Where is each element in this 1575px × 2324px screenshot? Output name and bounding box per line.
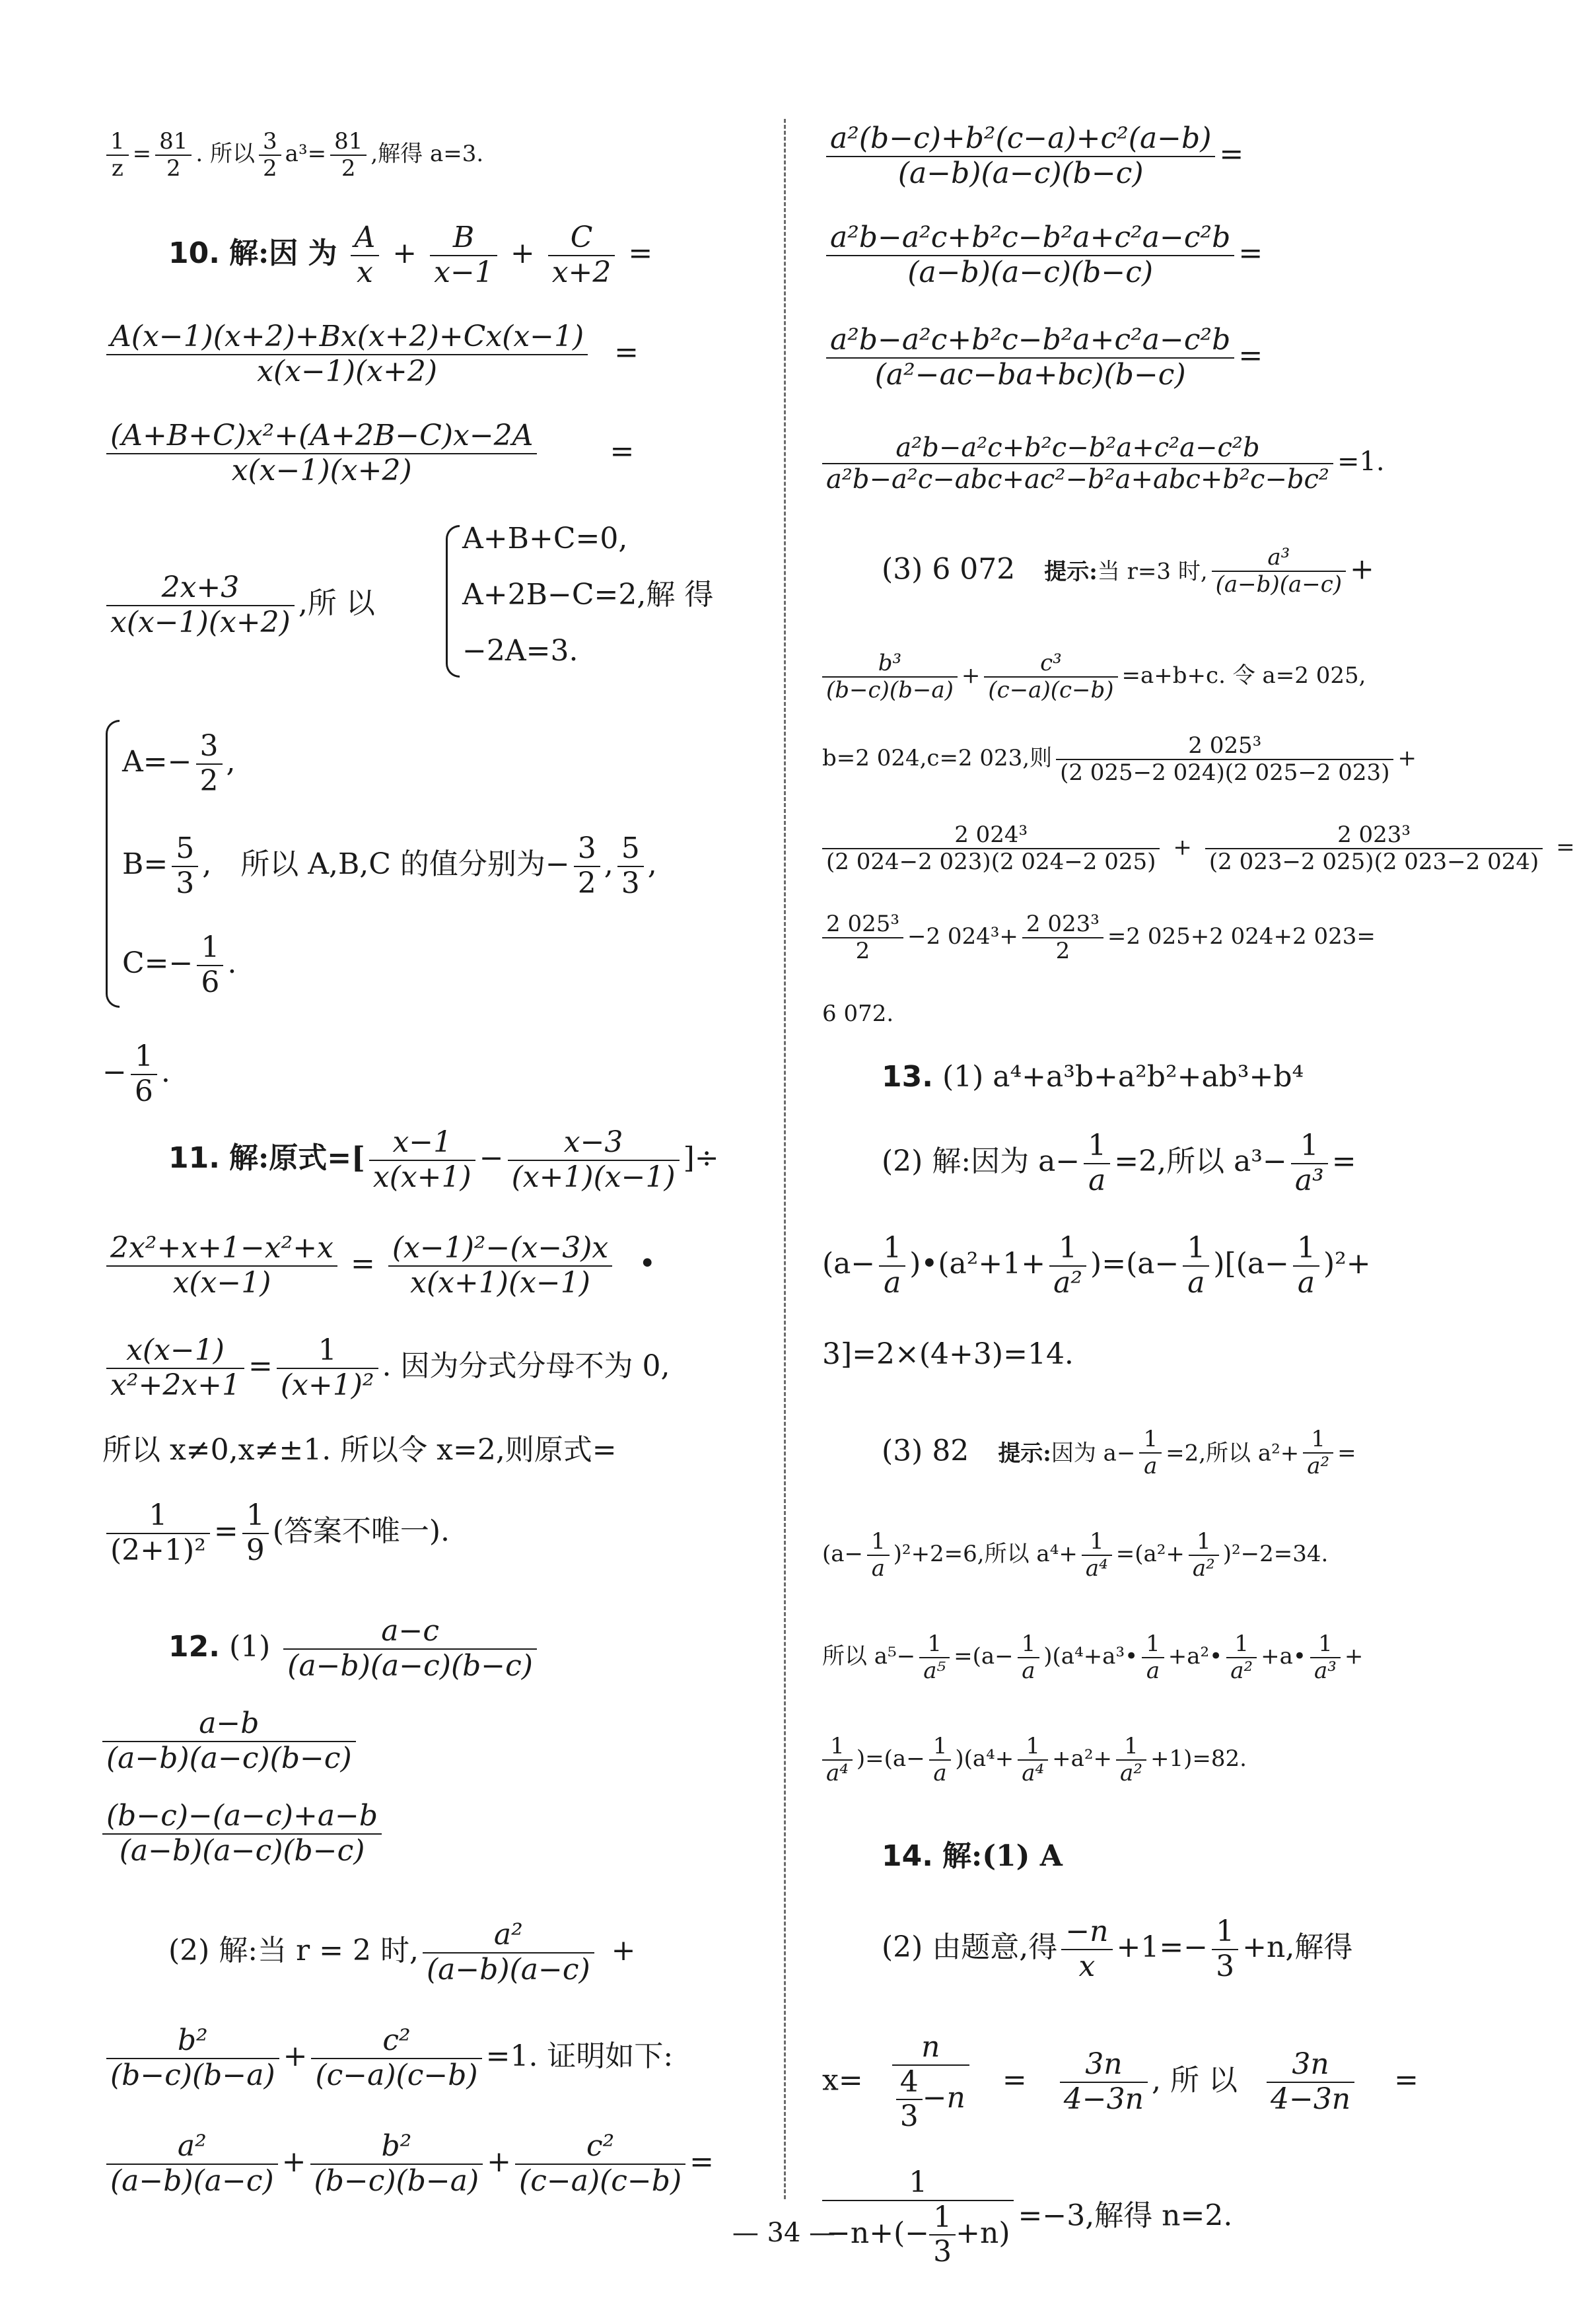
q12-answer-c: $\frac{(b-c)-(a-c)+a-b}{(a-b)(a-c)(b-c)}$ <box>102 1800 386 1868</box>
q10-line1: 10. 解:因 为 $\frac{A}{x}$ + $\frac{B}{x-1}$ + $\frac{C}{x+2}$ = <box>168 221 653 289</box>
q12-hint-line2: $\frac{\text{b³}}{(b-c)(b-a)}$ + $\frac{\text{c³}}{(c-a)(c-b)}$ =a+b+c. 令 a=2 025, <box>822 651 1366 703</box>
system-eq3: −2A=3. <box>462 634 578 668</box>
q14-line3: 1 −n+(− $\frac{1}{3}$ +n) =−3,解得 n=2. <box>822 2166 1232 2269</box>
q11-line1: 11. 解:原式=[ $\frac{x-1}{x(x+1)}$ − $\frac{x-3}{(x+1)(x-1)}$ ]÷ <box>168 1125 719 1194</box>
q11-line5: $\frac{1}{\text{(2+1)²}}$ = $\frac{1}{9}$ (答案不唯一). <box>102 1499 450 1567</box>
q12-part3: (3) 6 072 提示:当 r=3 时, $\frac{\text{a³}}{(a-b)(a-c)}$ + <box>882 544 1374 598</box>
q12-r-line1: $\frac{\text{a²(b−c)+b²(c−a)+c²(a−b)}}{(a-b)(a-c)(b-c)}$ = <box>822 122 1243 190</box>
q10-line4: $\frac{2x+3}{x(x-1)(x+2)}$ ,所 以 <box>102 571 375 639</box>
q13-part2-line3: 3]=2×(4+3)=14. <box>822 1337 1074 1371</box>
q12-answer-b: $\frac{a-b}{(a-b)(a-c)(b-c)}$ <box>102 1707 360 1775</box>
q14-line2: x= n $\frac{4}{3}$ −n = $\frac{3n}{4-3n}$ , 所 以 $\frac{3n}{4-3n}$ = <box>822 2030 1419 2134</box>
question-number: 11. <box>168 1141 220 1176</box>
q13-part3: (3) 82 提示:因为 a− $\frac{1}{a}$ =2,所以 a²+ $\frac{1}{\text{a²}}$ = <box>882 1426 1356 1480</box>
system-eq1: A+B+C=0, <box>462 522 628 555</box>
q12-part2-line3: $\frac{\text{a²}}{(a-b)(a-c)}$ + $\frac{\text{b²}}{(b-c)(b-a)}$ + $\frac{\text{c²}}{(c-a)(c-b)}$ = <box>102 2130 714 2198</box>
solution-B: B= $\frac{5}{3}$ , 所以 A,B,C 的值分别为− $\frac{3}{2}$ , $\frac{5}{3}$ , <box>122 831 657 900</box>
q12-hint-final: 6 072. <box>822 1001 894 1027</box>
q13-part1: 13. (1) a⁴+a³b+a²b²+ab³+b⁴ <box>882 1060 1304 1094</box>
solution-A: A=− $\frac{3}{2}$ , <box>122 729 236 798</box>
q13-part2-line2: (a− $\frac{1}{a}$ )•(a²+1+ $\frac{1}{\text{a²}}$ )=(a− $\frac{1}{a}$ )[(a− $\frac{1}{a}$ )²+ <box>822 1231 1371 1300</box>
system-eq2: A+2B−C=2,解 得 <box>462 578 714 612</box>
column-divider <box>784 119 786 2199</box>
q10-final: − $\frac{1}{6}$ . <box>102 1039 170 1108</box>
q12-r-line2: $\frac{\text{a²b−a²c+b²c−b²a+c²a−c²b}}{(a-b)(a-c)(b-c)}$ = <box>822 221 1263 289</box>
question-number: 13. <box>882 1060 933 1094</box>
q13-hint-line4: $\frac{1}{\text{a⁴}}$ )=(a− $\frac{1}{a}$ )(a⁴+ $\frac{1}{\text{a⁴}}$ +a²+ $\frac{1}{\text{a²}}$ +1)=82. <box>822 1734 1247 1786</box>
q12-r-line3: $\frac{\text{a²b−a²c+b²c−b²a+c²a−c²b}}{\text{(a²−ac−ba+bc)(b−c)}}$ = <box>822 324 1263 392</box>
q12-hint-line5: $\frac{\text{2 025³}}{2}$ −2 024³+ $\frac{\text{2 023³}}{2}$ =2 025+2 024+2 023= <box>822 911 1376 964</box>
solution-C: C=− $\frac{1}{6}$ . <box>122 931 237 999</box>
q14-part2: (2) 由题意,得 $\frac{-n}{x}$ +1=− $\frac{1}{3}$ +n,解得 <box>882 1915 1353 1983</box>
q13-part2: (2) 解:因为 a− $\frac{1}{a}$ =2,所以 a³− $\frac{1}{\text{a³}}$ = <box>882 1129 1356 1197</box>
q11-line4: 所以 x≠0,x≠±1. 所以令 x=2,则原式= <box>102 1433 617 1467</box>
q13-hint-line3: 所以 a⁵− $\frac{1}{\text{a⁵}}$ =(a− $\frac{1}{a}$ )(a⁴+a³• $\frac{1}{a}$ +a²• $\frac{1}{\text{a²}}$ +a• $\frac{1}{\text{a³}}$ + <box>822 1631 1364 1685</box>
q14-part1: 14. 解:(1) A <box>882 1839 1063 1873</box>
question-number: 12. <box>168 1630 220 1664</box>
system-brace <box>446 525 460 678</box>
q13-hint-line2: (a− $\frac{1}{a}$ )²+2=6,所以 a⁴+ $\frac{1}{\text{a⁴}}$ =(a²+ $\frac{1}{\text{a²}}$ )²−2=34. <box>822 1528 1329 1582</box>
carryover-line: $\frac{1}{z}$ = $\frac{81}{2}$ . 所以 $\frac{3}{2}$ a³= $\frac{81}{2}$ ,解得 a=3. <box>102 129 483 182</box>
q12-hint-line4: $\frac{\text{2 024³}}{(2 024-2 023)(2 024-2 025)}$ + $\frac{\text{2 023³}}{(2 023-2 025)(2 023-2 024)}$ = <box>822 822 1575 875</box>
q10-line3: $\frac{\text{(A+B+C)x²+(A+2B−C)x−2A}}{x(x-1)(x+2)}$ = <box>102 419 634 487</box>
q11-line3: $\frac{x(x-1)}{\text{x²+2x+1}}$ = $\frac{1}{\text{(x+1)²}}$ . 因为分式分母不为 0, <box>102 1334 670 1402</box>
q12-part2: (2) 解:当 r = 2 时, $\frac{\text{a²}}{(a-b)(a-c)}$ + <box>168 1918 636 1987</box>
q12-part2-line2: $\frac{\text{b²}}{(b-c)(b-a)}$ + $\frac{\text{c²}}{(c-a)(c-b)}$ =1. 证明如下: <box>102 2024 673 2092</box>
q12-hint-line3: b=2 024,c=2 023,则 $\frac{\text{2 025³}}{(2 025-2 024)(2 025-2 023)}$ + <box>822 732 1417 787</box>
question-number: 10. <box>168 236 220 271</box>
page-number: — 34 — <box>732 2218 836 2248</box>
q11-line2: $\frac{\text{2x²+x+1−x²+x}}{x(x-1)}$ = $\frac{\text{(x−1)²−(x−3)x}}{x(x+1)(x-1)}$ • <box>102 1232 656 1300</box>
q10-line2: $\frac{A(x-1)(x+2)+Bx(x+2)+Cx(x-1)}{x(x-1)(x+2)}$ = <box>102 320 639 388</box>
q12-r-line4: $\frac{\text{a²b−a²c+b²c−b²a+c²a−c²b}}{\text{a²b−a²c−abc+ac²−b²a+abc+b²c−bc²}}$ =1. <box>822 433 1385 495</box>
solution-brace <box>106 720 120 1008</box>
question-number: 14. <box>882 1839 933 1873</box>
q12-part1: 12. (1) $\frac{a-c}{(a-b)(a-c)(b-c)}$ <box>168 1615 541 1683</box>
